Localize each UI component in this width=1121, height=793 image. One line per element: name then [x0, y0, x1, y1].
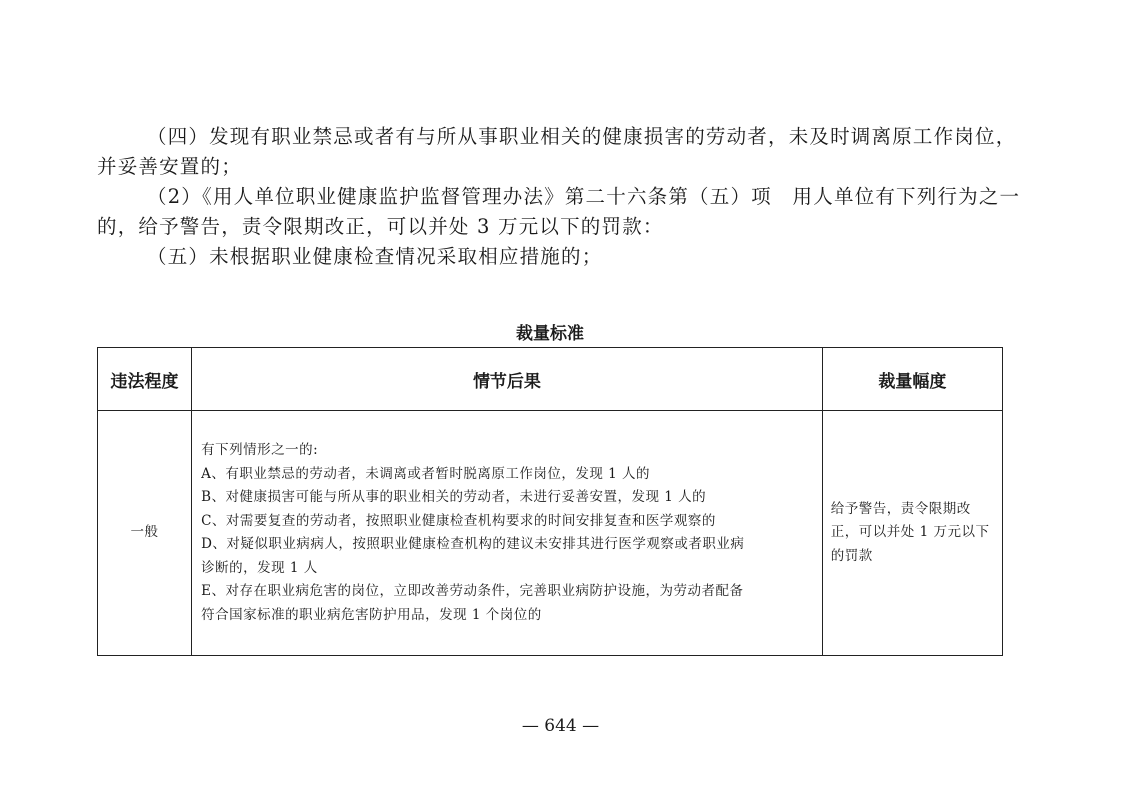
penalty-text: 给予警告，责令限期改正，可以并处 1 万元以下的罚款	[830, 500, 990, 564]
header-circumstances: 情节后果	[192, 348, 823, 411]
circumstance-line: 诊断的，发现 1 人	[201, 559, 318, 576]
violation-level-cell: 一般	[98, 411, 192, 656]
circumstance-line: 有下列情形之一的:	[201, 442, 319, 458]
circumstance-line: A、有职业禁忌的劳动者，未调离或者暂时脱离原工作岗位，发现 1 人的	[201, 465, 651, 482]
paragraph-item-four: （四）发现有职业禁忌或者有与所从事职业相关的健康损害的劳动者，未及时调离原工作岗位，并妥善安置的；	[97, 125, 1017, 178]
table-row	[98, 411, 1003, 656]
page-number: — 644 —	[521, 716, 600, 736]
circumstance-line: D、对疑似职业病病人，按照职业健康检查机构的建议未安排其进行医学观察或者职业病	[201, 536, 745, 552]
circumstances-cell	[192, 411, 823, 656]
circumstance-line: E、对存在职业病危害的岗位，立即改善劳动条件，完善职业病防护设施，为劳动者配备	[201, 583, 744, 599]
circumstance-line: 符合国家标准的职业病危害防护用品，发现 1 个岗位的	[201, 606, 542, 623]
header-penalty-range: 裁量幅度	[822, 348, 1002, 411]
circumstance-line: B、对健康损害可能与所从事的职业相关的劳动者，未进行妥善安置，发现 1 人的	[201, 489, 707, 505]
circumstance-line: C、对需要复查的劳动者，按照职业健康检查机构要求的时间安排复查和医学观察的	[201, 512, 716, 529]
paragraph-item-five: （五）未根据职业健康检查情况采取相应措施的；	[147, 245, 603, 268]
penalty-cell	[822, 411, 1002, 656]
paragraph-regulation-article: （2）《用人单位职业健康监护监督管理办法》第二十六条第（五）项 用人单位有下列行为之一的，给予警告，责令限期改正，可以并处 3 万元以下的罚款：	[97, 185, 1021, 238]
discretion-standard-table	[97, 347, 1003, 656]
table-title: 裁量标准	[516, 324, 584, 344]
header-violation-degree: 违法程度	[98, 348, 192, 411]
table-header-row	[98, 348, 1003, 411]
